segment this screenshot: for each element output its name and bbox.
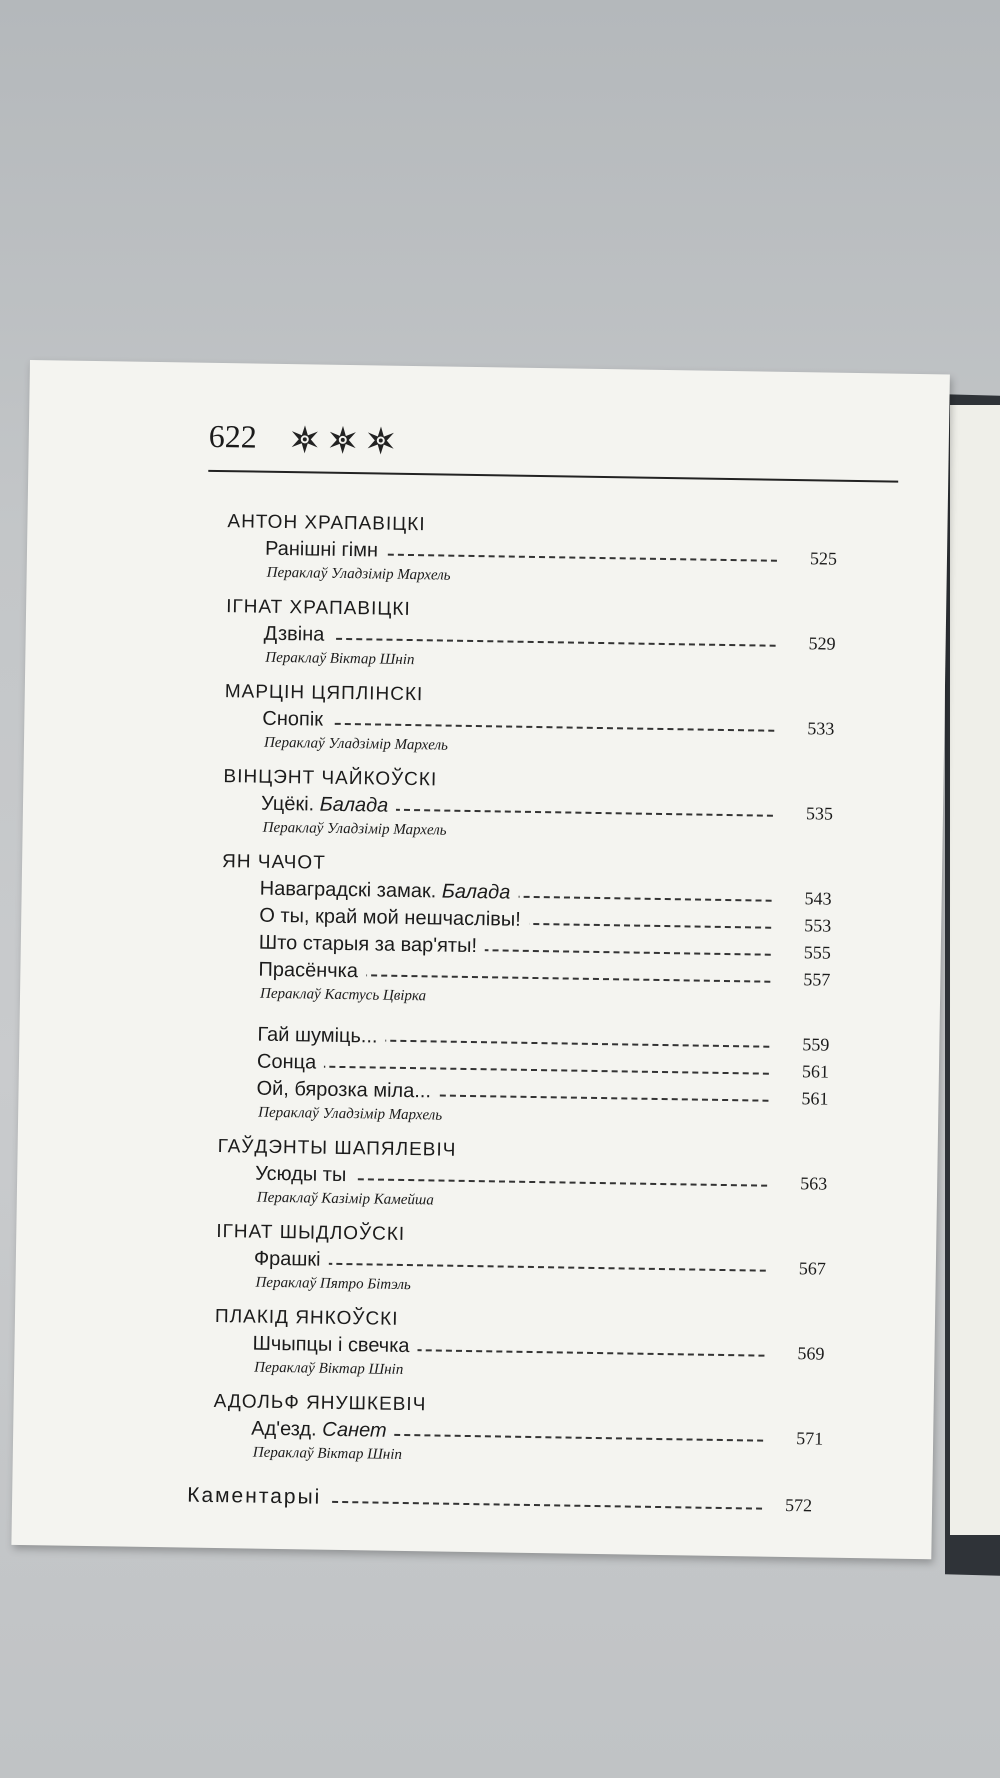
toc-page-number: 567 bbox=[798, 1258, 826, 1279]
toc-page-number: 535 bbox=[805, 803, 834, 824]
toc-author: ЯН ЧАЧОТ bbox=[221, 851, 326, 874]
toc-entry-title bbox=[265, 538, 386, 563]
toc-author: ГАЎДЭНТЫ ШАПЯЛЕВІЧ bbox=[217, 1136, 457, 1161]
comments-page-number: 572 bbox=[784, 1495, 813, 1516]
toc-entry-title bbox=[264, 623, 333, 647]
toc-entry-title bbox=[262, 708, 331, 732]
toc-author: ПЛАКІД ЯНКОЎСКІ bbox=[214, 1306, 399, 1330]
dot-leader bbox=[284, 722, 774, 732]
toc-page-number: 561 bbox=[801, 1088, 829, 1109]
header-rule bbox=[208, 470, 898, 483]
translator-credit: Пераклаў Віктар Шніп bbox=[252, 1444, 403, 1463]
toc-entry-title-text: Гай шуміць... bbox=[257, 1023, 378, 1048]
toc-page-number: 525 bbox=[809, 548, 838, 569]
toc-entry-title-text: Што старыя за вар'яты! bbox=[258, 931, 478, 958]
toc-page-number: 533 bbox=[807, 718, 835, 739]
cornflower-ornament-icon bbox=[287, 421, 408, 459]
toc-author: ВІНЦЭНТ ЧАЙКОЎСКІ bbox=[223, 766, 438, 791]
toc-entry-title bbox=[254, 1248, 329, 1272]
toc-entry-title bbox=[260, 878, 519, 905]
comments-title: Каментарыі bbox=[187, 1484, 331, 1510]
translator-credit: Пераклаў Уладзімір Мархель bbox=[262, 819, 447, 839]
toc-author: МАРЦІН ЦЯПЛІНСКІ bbox=[224, 681, 424, 706]
page-number: 622 bbox=[208, 417, 258, 455]
translator-credit: Пераклаў Пятро Бітэль bbox=[255, 1274, 411, 1294]
toc-page-number: 571 bbox=[796, 1428, 824, 1449]
toc-entry-title-italic: Балада bbox=[441, 880, 511, 904]
toc-entry-title bbox=[255, 1163, 354, 1188]
toc-page-number: 553 bbox=[804, 915, 832, 936]
toc-author: АНТОН ХРАПАВІЦКІ bbox=[227, 511, 426, 536]
toc-entry-title bbox=[251, 1418, 395, 1443]
dot-leader bbox=[286, 637, 776, 647]
toc-author: ІГНАТ ШЫДЛОЎСКІ bbox=[216, 1221, 406, 1245]
translator-credit: Пераклаў Віктар Шніп bbox=[265, 649, 415, 669]
toc-entry-title-text: Фрашкі bbox=[253, 1247, 321, 1271]
next-page-edge bbox=[950, 405, 1000, 1535]
table-of-contents bbox=[187, 503, 868, 1528]
toc-entry-title bbox=[259, 932, 485, 959]
toc-author: АДОЛЬФ ЯНУШКЕВІЧ bbox=[213, 1391, 427, 1416]
toc-entry-title-text: Сонца bbox=[256, 1050, 317, 1074]
toc-entry-title-text: Уцёкі. bbox=[260, 792, 315, 816]
book-page bbox=[11, 360, 949, 1559]
dot-leader bbox=[276, 1262, 766, 1272]
toc-entry-title-text: Ад'езд. bbox=[251, 1417, 317, 1441]
dot-leader bbox=[332, 1501, 762, 1510]
toc-page-number: 563 bbox=[800, 1173, 828, 1194]
toc-page-number: 557 bbox=[803, 969, 831, 990]
toc-entry-title-text: Дзвіна bbox=[263, 622, 325, 646]
toc-entry-title-text: Ранішні гімн bbox=[264, 537, 379, 562]
toc-page-number: 559 bbox=[802, 1034, 830, 1055]
toc-entry-title bbox=[257, 1051, 325, 1075]
toc-entry-title-text: О ты, край мой нешчаслівы! bbox=[259, 904, 521, 931]
toc-entry-title-text: Усюды ты bbox=[255, 1162, 347, 1187]
toc-entry-title-text: Снопік bbox=[262, 707, 324, 731]
toc-entry-title-italic: Балада bbox=[319, 793, 389, 817]
toc-entry-title-text: Прасёнчка bbox=[258, 958, 359, 983]
translator-credit: Пераклаў Кастусь Цвірка bbox=[259, 985, 427, 1005]
toc-entry-title bbox=[261, 793, 397, 818]
dot-leader bbox=[279, 1065, 769, 1075]
comments-entry bbox=[187, 1483, 852, 1528]
toc-entry-title bbox=[256, 1078, 439, 1104]
toc-author: ІГНАТ ХРАПАВІЦКІ bbox=[225, 596, 411, 621]
page-header bbox=[208, 418, 909, 489]
translator-credit: Пераклаў Уладзімір Мархель bbox=[258, 1104, 443, 1124]
translator-credit: Пераклаў Уладзімір Мархель bbox=[263, 734, 449, 754]
toc-page-number: 569 bbox=[797, 1343, 825, 1364]
toc-entry-title bbox=[259, 905, 529, 932]
toc-page-number: 529 bbox=[808, 633, 836, 654]
toc-entry-title bbox=[257, 1024, 385, 1049]
translator-credit: Пераклаў Казімір Камейша bbox=[256, 1189, 434, 1209]
toc-entry-title-italic: Санет bbox=[322, 1418, 387, 1442]
translator-credit: Пераклаў Віктар Шніп bbox=[254, 1359, 404, 1378]
toc-entry-title bbox=[252, 1333, 417, 1359]
toc-entry-title-text: Наваградскі замак. bbox=[259, 877, 437, 903]
toc-page-number: 561 bbox=[801, 1061, 830, 1082]
toc-entry-title-text: Ой, бярозка міла... bbox=[256, 1077, 432, 1103]
toc-page-number: 555 bbox=[803, 942, 831, 963]
toc-entry-title-text: Шчыпцы і свечка bbox=[252, 1332, 410, 1358]
toc-entry-title bbox=[258, 959, 366, 984]
toc-page-number: 543 bbox=[804, 888, 832, 909]
translator-credit: Пераклаў Уладзімір Мархель bbox=[266, 564, 451, 584]
